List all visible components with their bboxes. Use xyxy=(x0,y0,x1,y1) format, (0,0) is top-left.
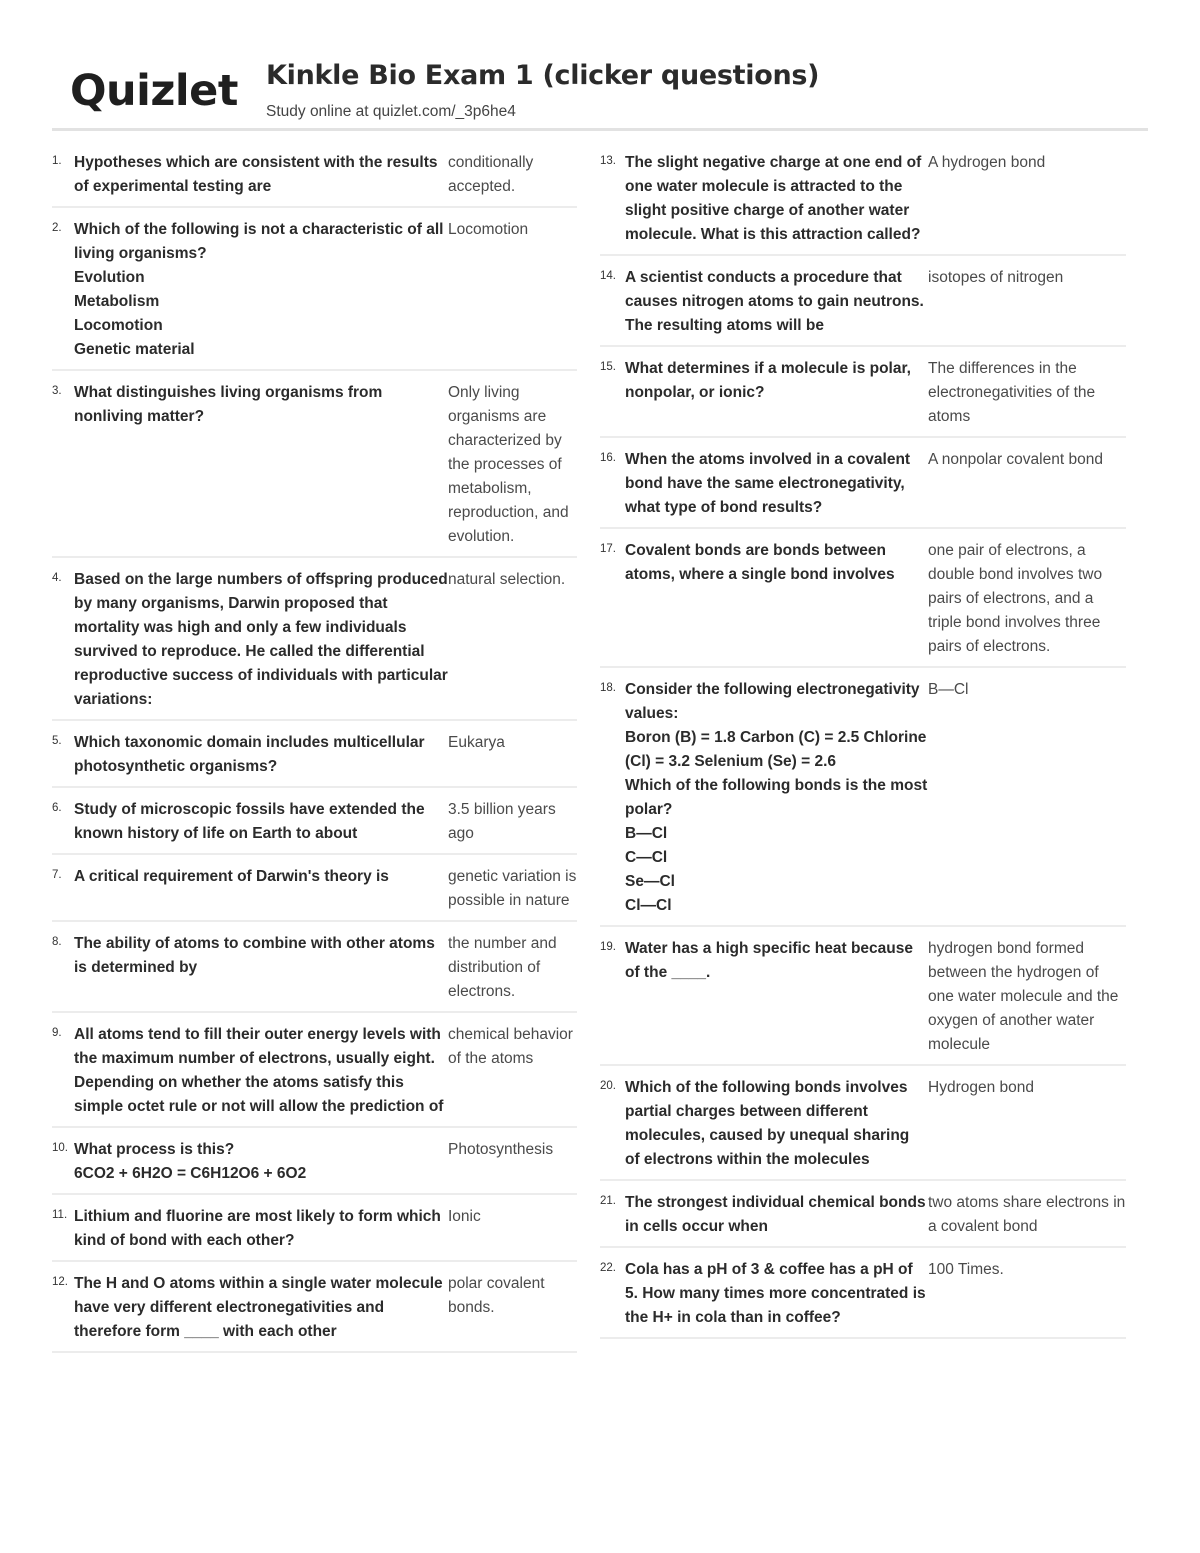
card-number: 5. xyxy=(52,735,62,747)
card-9 xyxy=(52,1022,577,1128)
card-number: 6. xyxy=(52,802,62,814)
card-number: 18. xyxy=(600,682,616,694)
card-number: 13. xyxy=(600,155,616,167)
card-definition: Hydrogen bond xyxy=(928,1079,1034,1096)
header-divider xyxy=(52,128,1148,131)
card-14 xyxy=(600,265,1126,347)
card-term: The strongest individual chemical bonds in cells occur when xyxy=(625,1194,926,1235)
card-11 xyxy=(52,1204,577,1262)
card-definition: natural selection. xyxy=(448,571,566,588)
card-number: 10. xyxy=(52,1142,68,1154)
quizlet-logo: Quizlet xyxy=(70,66,238,116)
card-column-left xyxy=(52,150,577,1362)
card-definition: conditionally accepted. xyxy=(448,154,534,195)
card-term: What distinguishes living organisms from nonliving matter? xyxy=(74,384,383,425)
page-title: Kinkle Bio Exam 1 (clicker questions) xyxy=(266,60,820,91)
card-definition: hydrogen bond formed between the hydrogen of one water molecule and the oxygen of another water molecule xyxy=(928,940,1119,1053)
card-number: 19. xyxy=(600,941,616,953)
card-definition: 3.5 billion years ago xyxy=(448,801,556,842)
card-definition: Locomotion xyxy=(448,221,529,238)
card-15 xyxy=(600,356,1126,438)
card-20 xyxy=(600,1075,1126,1181)
card-1 xyxy=(52,150,577,208)
card-number: 11. xyxy=(52,1209,68,1221)
card-definition: A hydrogen bond xyxy=(928,154,1046,171)
card-term: Study of microscopic fossils have extended the known history of life on Earth to about xyxy=(74,801,425,842)
card-16 xyxy=(600,447,1126,529)
card-definition: The differences in the electronegativities of the atoms xyxy=(928,360,1096,425)
card-number: 15. xyxy=(600,361,616,373)
card-term: What process is this? 6CO2 + 6H2O = C6H12O6 + 6O2 xyxy=(74,1141,307,1182)
card-12 xyxy=(52,1271,577,1353)
card-definition: Ionic xyxy=(448,1208,481,1225)
card-number: 14. xyxy=(600,270,616,282)
card-6 xyxy=(52,797,577,855)
card-number: 12. xyxy=(52,1276,68,1288)
card-definition: chemical behavior of the atoms xyxy=(448,1026,573,1067)
card-number: 21. xyxy=(600,1195,616,1207)
card-number: 22. xyxy=(600,1262,616,1274)
card-term: All atoms tend to fill their outer energy levels with the maximum number of electrons, usually eight. Depending on whether the atoms satisfy this simple octet rule or not will allow the prediction of xyxy=(74,1026,444,1115)
card-term: Consider the following electronegativity values: Boron (B) = 1.8 Carbon (C) = 2.5 Chlorine (Cl) = 3.2 Selenium (Se) = 2.6 Which of the following bonds is the most polar? B—Cl C—Cl Se—Cl Cl—Cl xyxy=(625,681,928,914)
card-definition: Only living organisms are characterized by the processes of metabolism, reproduction, and evolution. xyxy=(448,384,569,545)
card-number: 7. xyxy=(52,869,62,881)
study-online-link[interactable]: Study online at quizlet.com/_3p6he4 xyxy=(266,103,516,120)
card-number: 16. xyxy=(600,452,616,464)
card-number: 8. xyxy=(52,936,62,948)
card-term: What determines if a molecule is polar, nonpolar, or ionic? xyxy=(625,360,911,401)
card-definition: Eukarya xyxy=(448,734,505,751)
card-number: 17. xyxy=(600,543,616,555)
card-term: Which of the following bonds involves partial charges between different molecules, caused by unequal sharing of electrons within the molecules xyxy=(625,1079,910,1168)
card-13 xyxy=(600,150,1126,256)
card-number: 20. xyxy=(600,1080,616,1092)
card-number: 9. xyxy=(52,1027,62,1039)
card-column-right xyxy=(600,150,1126,1348)
card-definition: B—Cl xyxy=(928,681,969,698)
card-18 xyxy=(600,677,1126,927)
card-term: When the atoms involved in a covalent bond have the same electronegativity, what type of bond results? xyxy=(625,451,911,516)
card-definition: Photosynthesis xyxy=(448,1141,554,1158)
card-term: Based on the large numbers of offspring produced by many organisms, Darwin proposed that mortality was high and only a few individuals survived to reproduce. He called the differential reproductive success of individuals with particular variations: xyxy=(74,571,448,708)
card-21 xyxy=(600,1190,1126,1248)
card-definition: two atoms share electrons in a covalent bond xyxy=(928,1194,1126,1235)
card-definition: 100 Times. xyxy=(928,1261,1004,1278)
card-number: 2. xyxy=(52,222,62,234)
card-7 xyxy=(52,864,577,922)
card-22 xyxy=(600,1257,1126,1339)
card-term: Water has a high specific heat because of the ____. xyxy=(625,940,913,981)
card-term: A scientist conducts a procedure that causes nitrogen atoms to gain neutrons. The resulting atoms will be xyxy=(625,269,924,334)
card-5 xyxy=(52,730,577,788)
card-term: The ability of atoms to combine with other atoms is determined by xyxy=(74,935,435,976)
card-definition: the number and distribution of electrons. xyxy=(448,935,557,1000)
card-definition: A nonpolar covalent bond xyxy=(928,451,1103,468)
card-17 xyxy=(600,538,1126,668)
card-term: Which taxonomic domain includes multicellular photosynthetic organisms? xyxy=(74,734,425,775)
card-term: Which of the following is not a characteristic of all living organisms? Evolution Metabolism Locomotion Genetic material xyxy=(74,221,444,358)
card-4 xyxy=(52,567,577,721)
card-definition: one pair of electrons, a double bond involves two pairs of electrons, and a triple bond involves three pairs of electrons. xyxy=(928,542,1103,655)
card-term: The slight negative charge at one end of one water molecule is attracted to the slight positive charge of another water molecule. What is this attraction called? xyxy=(625,154,922,243)
card-3 xyxy=(52,380,577,558)
card-10 xyxy=(52,1137,577,1195)
card-term: Covalent bonds are bonds between atoms, where a single bond involves xyxy=(625,542,895,583)
card-term: Lithium and fluorine are most likely to form which kind of bond with each other? xyxy=(74,1208,441,1249)
card-term: Cola has a pH of 3 & coffee has a pH of 5. How many times more concentrated is the H+ in cola than in coffee? xyxy=(625,1261,926,1326)
card-definition: genetic variation is possible in nature xyxy=(448,868,577,909)
card-definition: isotopes of nitrogen xyxy=(928,269,1064,286)
card-term: Hypotheses which are consistent with the results of experimental testing are xyxy=(74,154,438,195)
card-19 xyxy=(600,936,1126,1066)
card-term: The H and O atoms within a single water molecule have very different electronegativities and therefore form ____ with each other xyxy=(74,1275,443,1340)
card-definition: polar covalent bonds. xyxy=(448,1275,545,1316)
card-number: 4. xyxy=(52,572,62,584)
card-term: A critical requirement of Darwin's theory is xyxy=(74,868,389,885)
card-2 xyxy=(52,217,577,371)
card-number: 3. xyxy=(52,385,62,397)
card-8 xyxy=(52,931,577,1013)
card-number: 1. xyxy=(52,155,62,167)
